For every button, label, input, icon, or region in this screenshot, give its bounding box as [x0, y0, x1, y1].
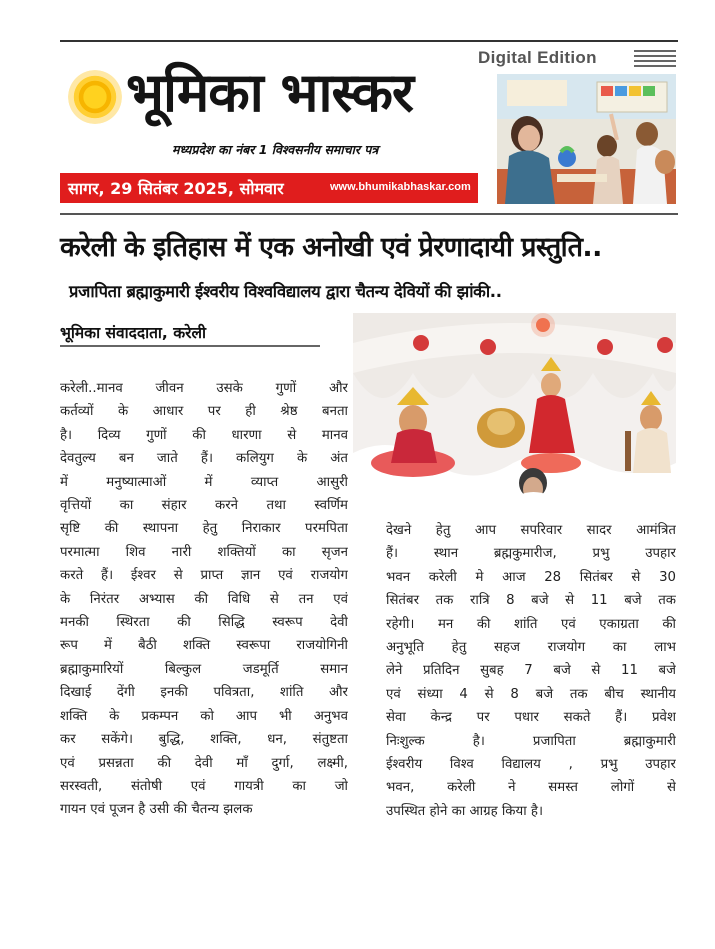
article-line: अनुभूति हेतु सहज राजयोग का लाभ [386, 640, 676, 656]
issue-date: सागर, 29 सितंबर 2025, सोमवार [68, 179, 284, 198]
article-line: भवन करेली मे आज 28 सितंबर से 30 [386, 569, 676, 585]
article-line: में मनुष्यात्माओं में व्याप्त आसुरी [60, 474, 348, 490]
article-line: ईश्वरीय विश्व विद्यालय , प्रभु उपहार [386, 757, 676, 773]
byline-rule [60, 345, 320, 347]
newspaper-tagline: मध्यप्रदेश का नंबर 1 विश्वसनीय समाचार पत्र [172, 142, 379, 157]
sun-logo-icon [68, 70, 122, 124]
newspaper-name: भूमिका भास्कर [126, 61, 414, 124]
article-line: करते हैं। ईश्वर से प्राप्त ज्ञान एवं राजयोग [60, 568, 348, 584]
article-line: उपस्थित होने का आग्रह किया है। [386, 803, 544, 819]
article-column-1 [60, 377, 348, 822]
article-line: मनकी स्थिरता की सिद्धि स्वरूप देवी [60, 615, 348, 631]
article-line: हैं। स्थान ब्रह्मकुमारीज, प्रभु उपहार [386, 546, 676, 562]
article-line: देवतुल्य बन जाते हैं। कलियुग के अंत [60, 451, 348, 467]
article-line: निःशुल्क है। प्रजापिता ब्रह्माकुमारी [386, 733, 676, 749]
article-line: गायन एवं पूजन है उसी की चैतन्य झलक [60, 802, 253, 818]
article-line: सेवा केन्द्र पर पधार सकते हैं। प्रवेश [386, 710, 676, 726]
subheadline: प्रजापिता ब्रह्माकुमारी ईश्वरीय विश्वविद्यालय द्वारा चैतन्य देवियों की झांकी.. [69, 282, 502, 301]
article-line: शक्ति के प्रकम्पन को आप भी अनुभव [60, 708, 348, 724]
article-line: कर सकेंगे। बुद्धि, शक्ति, धन, संतुष्टता [60, 732, 348, 748]
article-line: रूप में बैठी शक्ति स्वरूपा राजयोगिनी [60, 638, 348, 654]
article-line: देखने हेतु आप सपरिवार सादर आमंत्रित [386, 523, 676, 538]
article-line: सरस्वती, संतोषी एवं गायत्री का जो [60, 778, 348, 794]
article-line: परमात्मा शिव नारी शक्तियों का सृजन [60, 544, 348, 560]
article-line: सितंबर तक रात्रि 8 बजे से 11 बजे तक [386, 593, 676, 609]
classroom-photo [497, 74, 676, 204]
edition-label: Digital Edition [478, 48, 597, 67]
website-link[interactable]: www.bhumikabhaskar.com [330, 181, 471, 193]
article-line: ब्रह्माकुमारियों बिल्कुल जडमूर्ति समान [60, 661, 348, 677]
article-line: रहेगी। मन की शांति एवं एकाग्रता की [386, 616, 676, 632]
article-line: भवन, करेली ने समस्त लोगों से [386, 780, 676, 796]
article-line: एवं संध्या 4 से 8 बजे तक बीच स्थानीय [386, 686, 676, 702]
masthead-top-rule [60, 40, 678, 42]
edition-lines-decoration [634, 50, 676, 68]
article-line: के निरंतर अभ्यास की विधि से तन एवं [60, 591, 348, 607]
article-line: लेने प्रतिदिन सुबह 7 बजे से 11 बजे [386, 663, 676, 679]
article-line: करेली..मानव जीवन उसके गुणों और [60, 381, 348, 396]
article-line: है। दिव्य गुणों की धारणा से मानव [60, 427, 348, 443]
article-line: कर्तव्यों के आधार पर ही श्रेष्ठ बनता [60, 404, 348, 420]
article-column-2 [386, 519, 676, 823]
goddess-tableau-photo [353, 313, 676, 508]
article-line: सृष्टि की स्थापना हेतु निराकार परमपिता [60, 521, 348, 537]
article-line: दिखाई देंगी इनकी पवित्रता, शांति और [60, 685, 348, 701]
headline: करेली के इतिहास में एक अनोखी एवं प्रेरणादायी प्रस्तुति.. [60, 232, 602, 263]
masthead-bottom-rule [60, 213, 678, 215]
byline: भूमिका संवाददाता, करेली [60, 324, 206, 342]
article-line: वृत्तियों का संहार करने तथा स्वर्णिम [60, 498, 348, 514]
article-line: एवं प्रसन्नता की देवी माँ दुर्गा, लक्ष्मी, [60, 755, 348, 771]
date-bar [60, 173, 478, 203]
